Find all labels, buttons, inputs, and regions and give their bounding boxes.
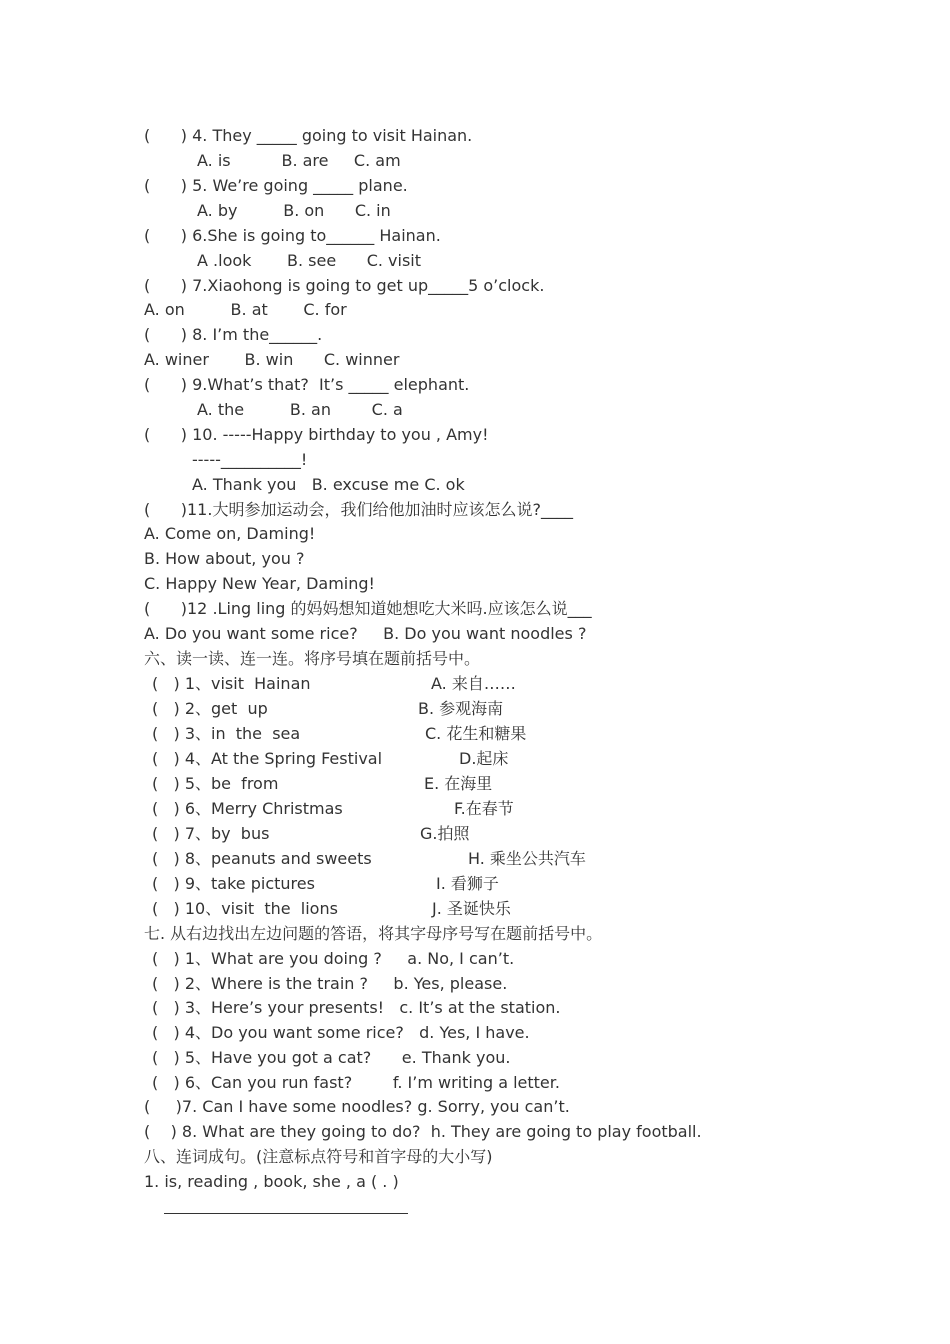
match-left-item: ( ) 5、be from (152, 774, 279, 793)
match-right-item: G.拍照 (420, 824, 470, 843)
question-7-options: A. on B. at C. for (144, 300, 347, 319)
question-4: ( ) 4. They _____ going to visit Hainan. (144, 126, 473, 145)
answer-blank-line[interactable] (164, 1213, 408, 1214)
match-left-item: ( ) 9、take pictures (152, 874, 315, 893)
qa-row: ( ) 4、Do you want some rice? d. Yes, I have. (152, 1023, 530, 1042)
question-6-options: A .look B. see C. visit (197, 251, 422, 270)
qa-row: ( ) 6、Can you run fast? f. I’m writing a letter. (152, 1073, 560, 1092)
match-right-item: I. 看狮子 (436, 874, 499, 893)
question-6: ( ) 6.She is going to______ Hainan. (144, 226, 441, 245)
question-9: ( ) 9.What’s that? It’s _____ elephant. (144, 375, 470, 394)
question-12-options: A. Do you want some rice? B. Do you want noodles ? (144, 624, 587, 643)
section-8-heading: 八、连词成句。(注意标点符号和首字母的大小写) (144, 1147, 493, 1166)
match-right-item: E. 在海里 (424, 774, 493, 793)
question-10: ( ) 10. -----Happy birthday to you , Amy! (144, 425, 489, 444)
qa-row: ( ) 8. What are they going to do? h. They are going to play football. (144, 1122, 702, 1141)
question-9-options: A. the B. an C. a (197, 400, 403, 419)
question-12: ( )12 .Ling ling 的妈妈想知道她想吃大米吗.应该怎么说___ (144, 599, 592, 618)
sentence-question-1: 1. is, reading , book, she , a ( . ) (144, 1172, 399, 1191)
match-left-item: ( ) 3、in the sea (152, 724, 301, 743)
question-7: ( ) 7.Xiaohong is going to get up_____5 o’clock. (144, 276, 545, 295)
match-left-item: ( ) 8、peanuts and sweets (152, 849, 372, 868)
section-6-heading: 六、读一读、连一连。将序号填在题前括号中。 (144, 649, 481, 668)
question-10-reply: -----__________! (192, 450, 308, 469)
qa-row: ( ) 1、What are you doing ? a. No, I can’t. (152, 949, 515, 968)
question-8: ( ) 8. I’m the______. (144, 325, 323, 344)
match-right-item: F.在春节 (454, 799, 514, 818)
question-5: ( ) 5. We’re going _____ plane. (144, 176, 408, 195)
qa-row: ( ) 3、Here’s your presents! c. It’s at the station. (152, 998, 561, 1017)
match-left-item: ( ) 4、At the Spring Festival (152, 749, 383, 768)
match-right-item: B. 参观海南 (418, 699, 504, 718)
question-4-options: A. is B. are C. am (197, 151, 401, 170)
question-5-options: A. by B. on C. in (197, 201, 391, 220)
match-left-item: ( ) 1、visit Hainan (152, 674, 311, 693)
question-11-option-a: A. Come on, Daming! (144, 524, 316, 543)
match-left-item: ( ) 10、visit the lions (152, 899, 338, 918)
question-10-options: A. Thank you B. excuse me C. ok (192, 475, 465, 494)
match-left-item: ( ) 2、get up (152, 699, 268, 718)
section-7-heading: 七. 从右边找出左边问题的答语，将其字母序号写在题前括号中。 (144, 924, 603, 943)
match-right-item: A. 来自…… (431, 674, 516, 693)
qa-row: ( ) 2、Where is the train ? b. Yes, please. (152, 974, 508, 993)
match-right-item: J. 圣诞快乐 (432, 899, 511, 918)
qa-row: ( )7. Can I have some noodles? g. Sorry, you can’t. (144, 1097, 570, 1116)
match-left-item: ( ) 7、by bus (152, 824, 270, 843)
qa-row: ( ) 5、Have you got a cat? e. Thank you. (152, 1048, 511, 1067)
question-11-option-b: B. How about, you ? (144, 549, 305, 568)
question-8-options: A. winer B. win C. winner (144, 350, 400, 369)
question-11-option-c: C. Happy New Year, Daming! (144, 574, 375, 593)
question-11: ( )11.大明参加运动会，我们给他加油时应该怎么说?____ (144, 500, 573, 519)
match-right-item: C. 花生和糖果 (425, 724, 527, 743)
match-right-item: H. 乘坐公共汽车 (468, 849, 586, 868)
match-left-item: ( ) 6、Merry Christmas (152, 799, 343, 818)
match-right-item: D.起床 (459, 749, 509, 768)
